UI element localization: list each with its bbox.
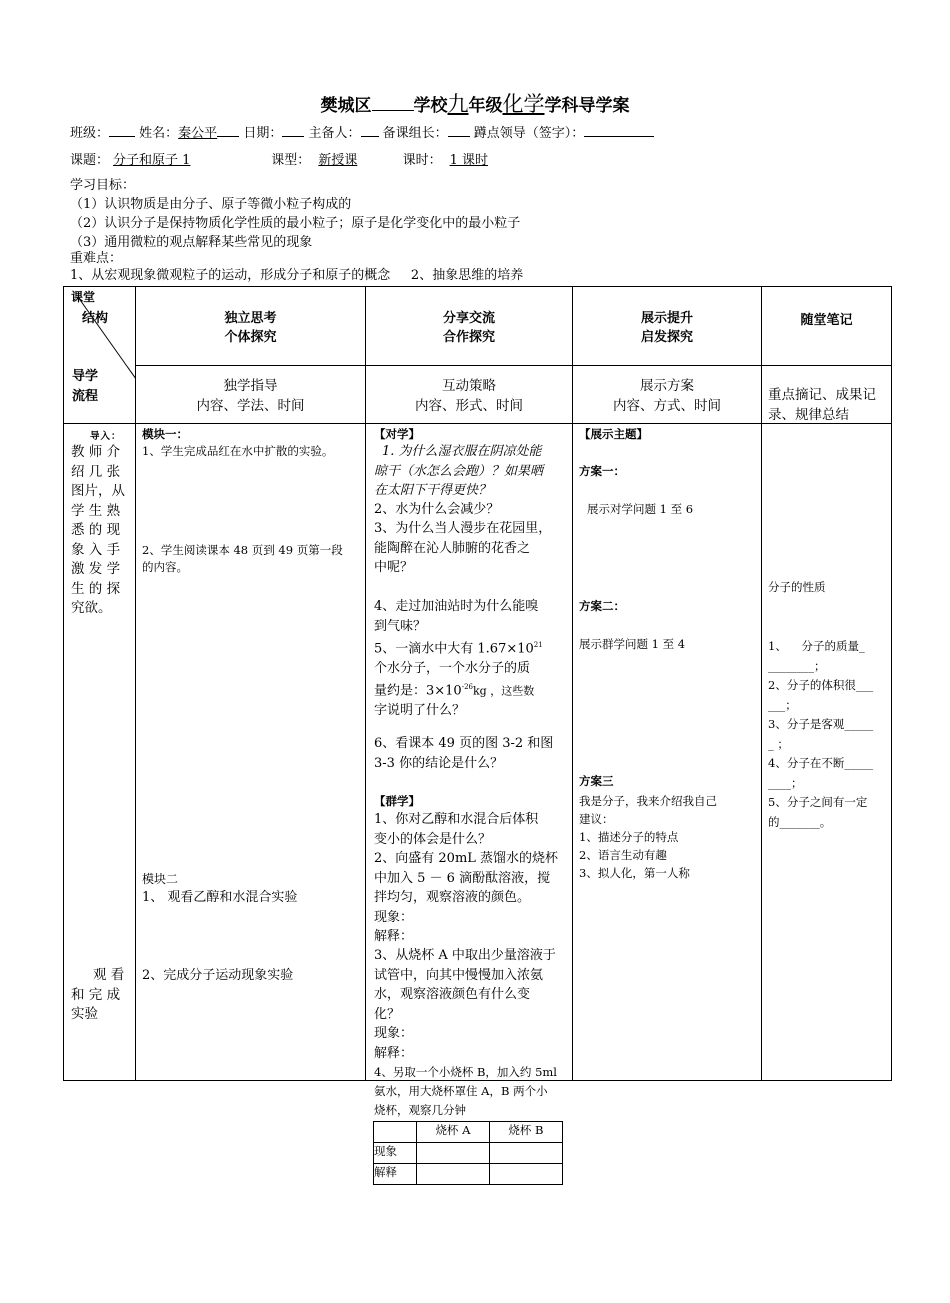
- module2-item2: 2、完成分子运动现象实验: [142, 968, 294, 983]
- subheader-independent: 独学指导 内容、学法、时间: [136, 366, 366, 424]
- header-share: 分享交流 合作探究: [366, 287, 573, 366]
- display-cell: [573, 424, 762, 1081]
- class-field[interactable]: [109, 124, 135, 137]
- independent-cell: [136, 424, 366, 1081]
- beaker-b-explain[interactable]: [489, 1164, 562, 1185]
- preparer-field[interactable]: [361, 124, 379, 137]
- date-label: 日期：: [243, 126, 283, 141]
- objectives-heading: 学习目标：: [70, 178, 136, 193]
- beaker-table: 烧杯 A 烧杯 B 现象 解释: [373, 1121, 563, 1185]
- subheader-share: 互动策略 内容、形式、时间: [366, 366, 573, 424]
- question-3: 3、为什么当人漫步在花园里， 能陶醉在沁人肺腑的花香之 中呢？: [374, 521, 552, 575]
- name-label: 姓名：: [139, 126, 179, 141]
- name-value: 秦公平: [178, 126, 218, 141]
- display-theme: 【展示主题】: [579, 427, 648, 441]
- beaker-a-explain[interactable]: [417, 1164, 490, 1185]
- duixue-label: 【对学】: [374, 427, 420, 441]
- plan1-label: 方案一：: [579, 464, 625, 478]
- experiment-text: 观 看 和 完 成 实验: [71, 967, 125, 1022]
- question-4: 4、走过加油站时为什么能嗅 到气味？: [374, 599, 539, 634]
- name-field-tail: [217, 124, 239, 137]
- beaker-b-phenomenon[interactable]: [489, 1143, 562, 1164]
- title-grade-suffix: 年级: [468, 96, 503, 116]
- date-field[interactable]: [282, 124, 304, 137]
- question-2: 2、水为什么会减少？: [374, 502, 500, 517]
- period-value: 1 课时: [449, 153, 489, 168]
- beaker-a-phenomenon[interactable]: [417, 1143, 490, 1164]
- module1-item1: 1、学生完成品红在水中扩散的实验。: [142, 444, 334, 458]
- topic-label: 课题：: [70, 153, 110, 168]
- plan2-text: 展示群学问题 1 至 4: [579, 637, 686, 651]
- type-value: 新授课: [318, 153, 358, 168]
- objective-item: （3）通用微粒的观点解释某些常见的现象: [70, 235, 313, 250]
- page-title: [0, 88, 950, 118]
- module1-item2a: 2、学生阅读课本 48 页到 49 页第一段: [142, 543, 343, 557]
- title-subject: 化学: [502, 92, 545, 116]
- title-district: 樊城区: [320, 96, 372, 116]
- plan3-label: 方案三: [579, 774, 614, 788]
- corner-bottom-label-1: 导学: [72, 369, 99, 384]
- header-display: 展示提升 启发探究: [573, 287, 762, 366]
- question-1: 1. 为什么湿衣服在阴凉处能 晾干（水怎么会跑）？如果晒 在太阳下干得更快？: [374, 444, 544, 498]
- leader-label: 备课组长：: [382, 126, 448, 141]
- corner-cell: [64, 287, 136, 424]
- guide-table: [63, 286, 892, 1179]
- difficulty-heading: 重难点：: [70, 251, 123, 266]
- objectives: [70, 176, 523, 285]
- module1-item2b: 的内容。: [142, 560, 188, 574]
- module2-item1: 1、 观看乙醇和水混合实验: [142, 890, 298, 905]
- notes-heading: 分子的性质: [768, 580, 826, 594]
- info-line-2: [70, 149, 506, 168]
- intro-label: 导入：: [90, 431, 122, 442]
- corner-top-label: 课堂: [71, 290, 96, 304]
- subheader-display: 展示方案 内容、方式、时间: [573, 366, 762, 424]
- module1-label: 模块一：: [142, 427, 188, 441]
- supervisor-label: 蹲点领导（签字）：: [473, 126, 585, 141]
- notes-list: 1、 分子的质量_ ________； 2、分子的体积很___ ___； 3、分子是客观_____ _ ； 4、分子在不断_____ ____； 5、分子之间有一定 的_______。: [768, 639, 874, 829]
- share-cell: [366, 424, 573, 1179]
- corner-mid-label: 结构: [82, 311, 109, 326]
- supervisor-field[interactable]: [584, 124, 654, 137]
- plan3-text: 我是分子，我来介绍我自己 建议： 1、描述分子的特点 2、语言生动有趣 3、拟人化，第一人称: [579, 794, 717, 880]
- info-line-1: [70, 122, 654, 141]
- plan2-label: 方案二：: [579, 599, 625, 613]
- group-question-1: 1、你对乙醇和水混合后体积 变小的体会是什么？: [374, 812, 539, 847]
- leader-field[interactable]: [448, 124, 470, 137]
- group-question-4: 4、另取一个小烧杯 B，加入约 5ml 氨水，用大烧杯罩住 A，B 两个小 烧杯，观察几分钟: [374, 1065, 557, 1117]
- qunxue-label: 【群学】: [374, 794, 420, 808]
- intro-cell: [64, 424, 136, 1081]
- intro-text: 教 师 介 绍 几 张 图片，从 学 生 熟 悉 的 现 象 入 手 激 发 学 生 的 探 究欲。: [71, 444, 125, 616]
- header-notes: 随堂笔记: [762, 287, 892, 366]
- question-5: 5、一滴水中大有 $1.67\times 10^{21}$ 个水分子，一个水分子的质 量约是：$3\times 10^{-26}kg$ ，这些数 字说明了什么？: [374, 641, 543, 719]
- objective-item: （2）认识分子是保持物质化学性质的最小粒子；原子是化学变化中的最小粒子: [70, 216, 521, 231]
- corner-bottom-label-2: 流程: [72, 389, 99, 404]
- class-label: 班级：: [70, 126, 110, 141]
- title-tail: 学科导学案: [544, 96, 630, 116]
- preparer-label: 主备人：: [308, 126, 361, 141]
- subheader-notes: 重点摘记、成果记 录、规律总结: [762, 366, 892, 424]
- period-label: 课时：: [402, 153, 442, 168]
- topic-value: 分子和原子 1: [113, 153, 191, 168]
- type-label: 课型：: [271, 153, 311, 168]
- header-independent: 独立思考 个体探究: [136, 287, 366, 366]
- group-question-2: 2、向盛有 20mL 蒸馏水的烧杯 中加入 5 － 6 滴酚酞溶液，搅 拌均匀，观察溶液的颜色。 现象： 解释：: [374, 851, 559, 944]
- question-6: 6、看课本 49 页的图 3-2 和图 3-3 你的结论是什么？: [374, 736, 554, 771]
- group-question-3: 3、从烧杯 A 中取出少量溶液于 试管中，向其中慢慢加入浓氨 水，观察溶液颜色有什么变 化？ 现象： 解释：: [374, 948, 556, 1061]
- module2-label: 模块二: [142, 872, 179, 886]
- notes-cell: [762, 424, 892, 1081]
- school-blank: [372, 98, 414, 111]
- title-grade: 九: [447, 92, 469, 116]
- title-school-word: 学校: [413, 96, 448, 116]
- objective-item: （1）认识物质是由分子、原子等微小粒子构成的: [70, 197, 352, 212]
- difficulty-text: 1、从宏观现象微观粒子的运动，形成分子和原子的概念 2、抽象思维的培养: [70, 268, 524, 283]
- plan1-text: 展示对学问题 1 至 6: [587, 502, 694, 516]
